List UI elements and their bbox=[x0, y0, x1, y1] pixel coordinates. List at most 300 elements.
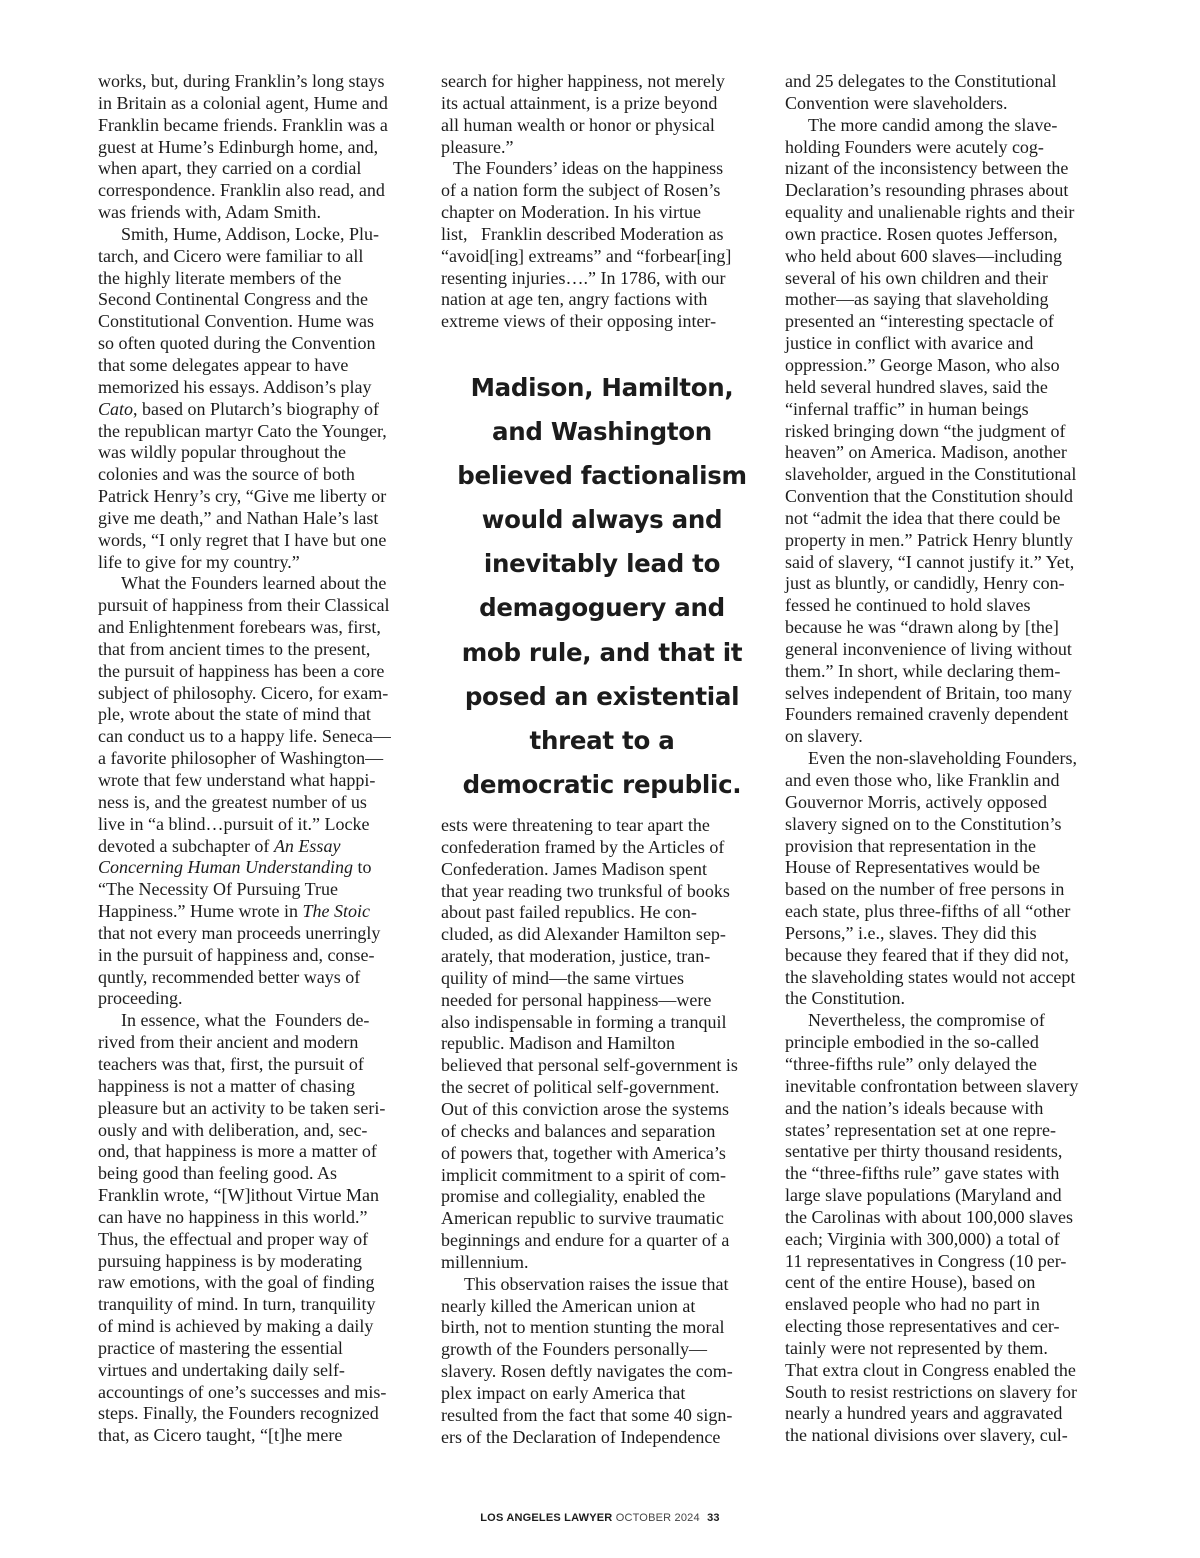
text-line bbox=[785, 464, 1107, 486]
text-line bbox=[98, 967, 420, 989]
text-run: and even those who, like Franklin and bbox=[785, 770, 1060, 790]
text-run: so often quoted during the Convention bbox=[98, 333, 376, 354]
text-line bbox=[98, 180, 420, 202]
text-run: search for higher happiness, not merely bbox=[441, 71, 725, 91]
text-run: Nevertheless, the compromise of bbox=[808, 1010, 1045, 1031]
text-run: tainly were not represented by them. bbox=[785, 1337, 1048, 1358]
text-line bbox=[441, 924, 763, 946]
text-line bbox=[785, 180, 1107, 202]
text-run: rived from their ancient and modern bbox=[98, 1032, 359, 1053]
text-line bbox=[785, 552, 1107, 574]
article-column-2-bottom bbox=[441, 815, 763, 1448]
text-run: that from ancient times to the present, bbox=[98, 638, 371, 659]
text-line bbox=[441, 311, 763, 333]
text-line bbox=[441, 1427, 763, 1449]
text-line bbox=[441, 1012, 763, 1034]
text-line bbox=[785, 442, 1107, 464]
text-run: ond, that happiness is more a matter of bbox=[98, 1141, 377, 1162]
text-line bbox=[98, 115, 420, 137]
text-run: was friends with, Adam Smith. bbox=[98, 202, 321, 223]
text-run: Smith, Hume, Addison, Locke, Plu- bbox=[121, 223, 379, 244]
pull-quote-line: would always and bbox=[481, 505, 723, 535]
text-run: that some delegates appear to have bbox=[98, 354, 349, 375]
text-line bbox=[98, 704, 420, 726]
text-run: Franklin wrote, “[W]ithout Virtue Man bbox=[98, 1185, 380, 1206]
text-line bbox=[785, 923, 1107, 945]
text-line bbox=[785, 639, 1107, 661]
text-line bbox=[785, 704, 1107, 726]
text-line bbox=[441, 202, 763, 224]
text-line bbox=[98, 857, 420, 879]
text-run: the “three-fifths rule” gave states with bbox=[785, 1163, 1060, 1184]
text-line bbox=[98, 683, 420, 705]
text-run: practice of mastering the essential bbox=[98, 1337, 343, 1358]
text-run: ously and with deliberation, and, sec- bbox=[98, 1119, 368, 1140]
italic-title: An Essay bbox=[273, 835, 341, 856]
text-run: quility of mind—the same virtues bbox=[441, 967, 684, 988]
text-run: each; Virginia with 300,000) a total of bbox=[785, 1228, 1060, 1249]
text-line bbox=[98, 595, 420, 617]
text-run: plex impact on early America that bbox=[441, 1382, 686, 1403]
text-line bbox=[785, 289, 1107, 311]
text-line bbox=[98, 1229, 420, 1251]
text-run: give me death,” and Nathan Hale’s last bbox=[98, 507, 379, 528]
text-run: That extra clout in Congress enabled the bbox=[785, 1359, 1076, 1380]
text-line bbox=[441, 1186, 763, 1208]
text-run: virtues and undertaking daily self- bbox=[98, 1359, 345, 1380]
text-run: works, but, during Franklin’s long stays bbox=[98, 71, 385, 91]
text-line bbox=[785, 311, 1107, 333]
text-line bbox=[98, 355, 420, 377]
text-line bbox=[98, 137, 420, 159]
text-run: pursuing happiness is by moderating bbox=[98, 1250, 362, 1271]
text-run: proceeding. bbox=[98, 988, 183, 1009]
text-line bbox=[441, 1339, 763, 1361]
text-run: a favorite philosopher of Washington— bbox=[98, 748, 384, 769]
text-line bbox=[785, 355, 1107, 377]
text-run: heaven” on America. Madison, another bbox=[785, 442, 1067, 463]
text-line bbox=[441, 1361, 763, 1383]
text-run: confederation framed by the Articles of bbox=[441, 836, 725, 857]
text-run: of powers that, together with America’s bbox=[441, 1142, 726, 1163]
text-run: equality and unalienable rights and their bbox=[785, 202, 1075, 223]
text-line bbox=[98, 836, 420, 858]
text-line bbox=[785, 224, 1107, 246]
text-line bbox=[98, 224, 420, 246]
text-line bbox=[441, 881, 763, 903]
text-line bbox=[441, 1252, 763, 1274]
text-run: Confederation. James Madison spent bbox=[441, 858, 707, 879]
text-line bbox=[785, 399, 1107, 421]
text-run: ness is, and the greatest number of us bbox=[98, 791, 367, 812]
text-run: accountings of one’s successes and mis- bbox=[98, 1381, 387, 1402]
text-run: just as bluntly, or candidly, Henry con- bbox=[785, 573, 1065, 594]
text-line bbox=[785, 857, 1107, 879]
text-run: list, Franklin described Moderation as bbox=[441, 223, 724, 244]
text-run: the national divisions over slavery, cul- bbox=[785, 1425, 1068, 1446]
text-run: growth of the Founders personally— bbox=[441, 1339, 707, 1360]
text-line bbox=[785, 836, 1107, 858]
text-run: ests were threatening to tear apart the bbox=[441, 815, 710, 835]
text-run: millennium. bbox=[441, 1251, 529, 1272]
text-line bbox=[441, 137, 763, 159]
article-column-3 bbox=[785, 71, 1107, 1447]
text-line bbox=[785, 1076, 1107, 1098]
text-run: them.” In short, while declaring them- bbox=[785, 660, 1061, 681]
text-line bbox=[785, 1360, 1107, 1382]
text-run: extreme views of their opposing inter- bbox=[441, 311, 717, 332]
text-line bbox=[441, 268, 763, 290]
text-line bbox=[98, 1316, 420, 1338]
text-line bbox=[98, 945, 420, 967]
text-line bbox=[785, 115, 1107, 137]
text-run: of a nation form the subject of Rosen’s bbox=[441, 180, 721, 201]
article-column-2-top bbox=[441, 71, 763, 333]
text-line bbox=[98, 617, 420, 639]
text-run: holding Founders were acutely cog- bbox=[785, 136, 1044, 157]
text-line bbox=[785, 901, 1107, 923]
text-line bbox=[98, 93, 420, 115]
text-line bbox=[98, 1403, 420, 1425]
text-run: The more candid among the slave- bbox=[808, 114, 1058, 135]
text-line bbox=[441, 1143, 763, 1165]
text-line bbox=[98, 923, 420, 945]
text-run: principle embodied in the so-called bbox=[785, 1032, 1039, 1053]
text-run: This observation raises the issue that bbox=[464, 1273, 729, 1294]
text-line bbox=[98, 1120, 420, 1142]
text-run: the Constitution. bbox=[785, 988, 906, 1009]
text-line bbox=[785, 945, 1107, 967]
text-run: can conduct us to a happy life. Seneca— bbox=[98, 726, 391, 747]
text-line bbox=[98, 311, 420, 333]
text-line bbox=[785, 1032, 1107, 1054]
text-line bbox=[441, 158, 763, 180]
text-line bbox=[98, 1207, 420, 1229]
text-line bbox=[98, 1382, 420, 1404]
text-run: “three-fifths rule” only delayed the bbox=[785, 1053, 1037, 1074]
text-line bbox=[785, 1382, 1107, 1404]
text-run: memorized his essays. Addison’s play bbox=[98, 376, 372, 397]
text-line bbox=[98, 1141, 420, 1163]
text-line bbox=[441, 1099, 763, 1121]
text-run: the slaveholding states would not accept bbox=[785, 966, 1076, 987]
text-run: based on the number of free persons in bbox=[785, 879, 1065, 900]
text-run: can have no happiness in this world.” bbox=[98, 1206, 368, 1227]
text-line bbox=[441, 859, 763, 881]
text-run: and Enlightenment forebears was, first, bbox=[98, 617, 381, 638]
text-line bbox=[441, 1230, 763, 1252]
text-run: being good than feeling good. As bbox=[98, 1163, 337, 1184]
text-line bbox=[785, 617, 1107, 639]
text-run: Constitutional Convention. Hume was bbox=[98, 311, 374, 332]
text-run: nearly a hundred years and aggravated bbox=[785, 1403, 1063, 1424]
text-run: raw emotions, with the goal of finding bbox=[98, 1272, 375, 1293]
text-run: Thus, the effectual and proper way of bbox=[98, 1228, 369, 1249]
text-line bbox=[785, 71, 1107, 93]
text-line bbox=[785, 486, 1107, 508]
text-run: and 25 delegates to the Constitutional bbox=[785, 71, 1057, 91]
text-run: slavery. Rosen deftly navigates the com- bbox=[441, 1361, 733, 1382]
page-footer bbox=[0, 1512, 1200, 1524]
text-run: resulted from the fact that some 40 sign- bbox=[441, 1404, 733, 1425]
text-line bbox=[441, 1383, 763, 1405]
text-run: guest at Hume’s Edinburgh home, and, bbox=[98, 136, 379, 157]
text-line bbox=[98, 901, 420, 923]
text-run: resenting injuries….” In 1786, with our bbox=[441, 267, 726, 288]
text-run: cluded, as did Alexander Hamilton sep- bbox=[441, 924, 726, 945]
text-run: believed that personal self-government is bbox=[441, 1055, 738, 1076]
text-run: slavery signed on to the Constitution’s bbox=[785, 813, 1062, 834]
text-line bbox=[98, 1076, 420, 1098]
text-run: the secret of political self-government. bbox=[441, 1077, 720, 1098]
text-run: enslaved people who had no part in bbox=[785, 1294, 1040, 1315]
text-line bbox=[785, 748, 1107, 770]
text-line bbox=[441, 946, 763, 968]
text-run: states’ representation set at one repre- bbox=[785, 1119, 1057, 1140]
text-line bbox=[441, 1055, 763, 1077]
text-run: sentative per thirty thousand residents, bbox=[785, 1141, 1063, 1162]
text-run: , based on Plutarch’s biography of bbox=[133, 398, 379, 419]
text-run: quntly, recommended better ways of bbox=[98, 966, 361, 987]
text-line bbox=[785, 573, 1107, 595]
text-line bbox=[785, 683, 1107, 705]
page-number: 33 bbox=[707, 1512, 720, 1524]
text-run: colonies and was the source of both bbox=[98, 464, 355, 485]
text-run: wrote that few understand what happi- bbox=[98, 770, 376, 790]
pull-quote bbox=[441, 366, 763, 807]
text-line bbox=[441, 1405, 763, 1427]
text-run: the highly literate members of the bbox=[98, 267, 342, 288]
text-line bbox=[98, 879, 420, 901]
text-run: steps. Finally, the Founders recognized bbox=[98, 1403, 379, 1424]
text-line bbox=[98, 988, 420, 1010]
text-run: nation at age ten, angry factions with bbox=[441, 289, 708, 310]
text-run: Convention that the Constitution should bbox=[785, 486, 1073, 507]
text-run: 11 representatives in Congress (10 per- bbox=[785, 1250, 1067, 1271]
text-run: several of his own children and their bbox=[785, 267, 1048, 288]
text-line bbox=[98, 1185, 420, 1207]
pull-quote-line: and Washington bbox=[492, 417, 712, 447]
text-line bbox=[785, 377, 1107, 399]
text-run: pleasure.” bbox=[441, 136, 514, 157]
text-line bbox=[98, 442, 420, 464]
text-run: birth, not to mention stunting the moral bbox=[441, 1317, 725, 1338]
text-line bbox=[441, 115, 763, 137]
text-run: American republic to survive traumatic bbox=[441, 1208, 724, 1229]
text-run: Declaration’s resounding phrases about bbox=[785, 180, 1069, 201]
text-line bbox=[98, 1360, 420, 1382]
text-line bbox=[441, 815, 763, 837]
text-run: slaveholder, argued in the Constitutional bbox=[785, 464, 1077, 485]
text-run: tranquility of mind. In turn, tranquility bbox=[98, 1294, 376, 1315]
text-run: that not every man proceeds unerringly bbox=[98, 922, 381, 943]
text-run: Convention were slaveholders. bbox=[785, 92, 1008, 113]
pull-quote-line: believed factionalism bbox=[457, 461, 747, 491]
text-run: because he was “drawn along by [the] bbox=[785, 617, 1059, 638]
text-run: the pursuit of happiness has been a core bbox=[98, 660, 385, 681]
text-run: Patrick Henry’s cry, “Give me liberty or bbox=[98, 486, 387, 507]
text-run: beginnings and endure for a quarter of a bbox=[441, 1230, 730, 1251]
text-line bbox=[785, 1251, 1107, 1273]
text-run: “infernal traffic” in human beings bbox=[785, 398, 1029, 419]
text-line bbox=[785, 814, 1107, 836]
pull-quote-line: posed an existential bbox=[464, 681, 740, 711]
text-line bbox=[785, 1294, 1107, 1316]
pull-quote-line: democratic republic. bbox=[462, 769, 742, 799]
text-line bbox=[785, 93, 1107, 115]
text-line bbox=[98, 530, 420, 552]
text-run: on slavery. bbox=[785, 726, 863, 747]
text-line bbox=[441, 224, 763, 246]
text-run: that year reading two trunksful of books bbox=[441, 880, 730, 901]
text-line bbox=[785, 1316, 1107, 1338]
text-line bbox=[441, 990, 763, 1012]
text-line bbox=[98, 726, 420, 748]
text-run: South to resist restrictions on slavery for bbox=[785, 1381, 1077, 1402]
text-run: not “admit the idea that there could be bbox=[785, 507, 1061, 528]
text-run: subject of philosophy. Cicero, for exam- bbox=[98, 682, 389, 703]
text-run: chapter on Moderation. In his virtue bbox=[441, 202, 701, 223]
text-run: because they feared that if they did not, bbox=[785, 944, 1069, 965]
text-run: the republican martyr Cato the Younger, bbox=[98, 420, 387, 441]
text-line bbox=[785, 421, 1107, 443]
text-run: Founders remained cravenly dependent bbox=[785, 704, 1069, 725]
text-line bbox=[98, 1425, 420, 1447]
text-run: fessed he continued to hold slaves bbox=[785, 595, 1031, 616]
text-run: mother—as saying that slaveholding bbox=[785, 289, 1049, 310]
text-line bbox=[98, 246, 420, 268]
text-line bbox=[98, 202, 420, 224]
text-run: devoted a subchapter of bbox=[98, 835, 274, 856]
text-run: own practice. Rosen quotes Jefferson, bbox=[785, 223, 1058, 244]
text-run: pursuit of happiness from their Classical bbox=[98, 595, 390, 616]
pull-quote-line: demagoguery and bbox=[479, 593, 725, 623]
text-run: cent of the entire House), based on bbox=[785, 1272, 1036, 1293]
text-run: the Carolinas with about 100,000 slaves bbox=[785, 1206, 1073, 1227]
text-line bbox=[98, 639, 420, 661]
text-run: “The Necessity Of Pursuing True bbox=[98, 879, 338, 900]
text-line bbox=[98, 792, 420, 814]
text-run: tarch, and Cicero were familiar to all bbox=[98, 245, 364, 266]
text-line bbox=[441, 93, 763, 115]
footer-publication: LOS ANGELES LAWYER bbox=[480, 1512, 613, 1524]
text-run: all human wealth or honor or physical bbox=[441, 114, 715, 135]
text-run: justice in conflict with avarice and bbox=[785, 333, 1034, 354]
text-line bbox=[441, 246, 763, 268]
text-line bbox=[441, 71, 763, 93]
text-run: property in men.” Patrick Henry bluntly bbox=[785, 529, 1073, 550]
text-line bbox=[98, 508, 420, 530]
text-line bbox=[785, 508, 1107, 530]
text-run: selves independent of Britain, too many bbox=[785, 682, 1072, 703]
text-line bbox=[98, 1294, 420, 1316]
text-line bbox=[785, 1098, 1107, 1120]
pull-quote-line: mob rule, and that it bbox=[461, 637, 743, 667]
text-run: general inconvenience of living without bbox=[785, 638, 1072, 659]
text-line bbox=[441, 1296, 763, 1318]
text-line bbox=[98, 377, 420, 399]
text-run: teachers was that, first, the pursuit of bbox=[98, 1053, 364, 1074]
text-line bbox=[98, 464, 420, 486]
text-run: also indispensable in forming a tranquil bbox=[441, 1011, 727, 1032]
text-line bbox=[785, 1272, 1107, 1294]
text-line bbox=[785, 792, 1107, 814]
text-line bbox=[441, 1121, 763, 1143]
text-line bbox=[785, 158, 1107, 180]
text-run: that, as Cicero taught, “[t]he mere bbox=[98, 1425, 343, 1446]
text-line bbox=[98, 158, 420, 180]
text-line bbox=[98, 748, 420, 770]
pull-quote-line: threat to a bbox=[529, 725, 675, 755]
text-line bbox=[785, 770, 1107, 792]
text-line bbox=[785, 333, 1107, 355]
text-line bbox=[785, 879, 1107, 901]
text-run: Franklin became friends. Franklin was a bbox=[98, 114, 388, 135]
text-line bbox=[785, 1229, 1107, 1251]
text-run: Happiness.” Hume wrote in bbox=[98, 901, 303, 922]
text-line bbox=[785, 1163, 1107, 1185]
text-line bbox=[98, 289, 420, 311]
text-line bbox=[441, 1033, 763, 1055]
text-run: live in “a blind…pursuit of it.” Locke bbox=[98, 813, 370, 834]
text-run: said of slavery, “I cannot justify it.” Yet, bbox=[785, 551, 1075, 572]
text-run: correspondence. Franklin also read, and bbox=[98, 180, 385, 201]
text-run: needed for personal happiness—were bbox=[441, 989, 712, 1010]
text-run: of mind is achieved by making a daily bbox=[98, 1316, 374, 1337]
text-run: republic. Madison and Hamilton bbox=[441, 1033, 675, 1054]
text-run: promise and collegiality, enabled the bbox=[441, 1186, 706, 1207]
text-line bbox=[98, 333, 420, 355]
text-line bbox=[98, 1054, 420, 1076]
text-line bbox=[785, 595, 1107, 617]
text-line bbox=[98, 1338, 420, 1360]
text-line bbox=[785, 246, 1107, 268]
text-run: of checks and balances and separation bbox=[441, 1120, 716, 1141]
text-run: inevitable confrontation between slavery bbox=[785, 1075, 1079, 1096]
text-run: pleasure but an activity to be taken seri- bbox=[98, 1097, 386, 1118]
text-line bbox=[441, 180, 763, 202]
text-line bbox=[98, 1010, 420, 1032]
text-run: ple, wrote about the state of mind that bbox=[98, 704, 371, 725]
text-line bbox=[785, 268, 1107, 290]
text-line bbox=[441, 1274, 763, 1296]
italic-title: Cato bbox=[98, 398, 134, 419]
text-line bbox=[785, 1185, 1107, 1207]
text-line bbox=[98, 486, 420, 508]
text-run: What the Founders learned about the bbox=[121, 573, 387, 594]
text-line bbox=[785, 967, 1107, 989]
text-line bbox=[785, 137, 1107, 159]
text-run: life to give for my country.” bbox=[98, 551, 300, 572]
text-run: electing those representatives and cer- bbox=[785, 1316, 1060, 1337]
text-line bbox=[98, 1272, 420, 1294]
pull-quote-line: inevitably lead to bbox=[483, 549, 721, 579]
text-line bbox=[98, 661, 420, 683]
text-run: when apart, they carried on a cordial bbox=[98, 158, 362, 179]
text-run: oppression.” George Mason, who also bbox=[785, 354, 1060, 375]
text-line bbox=[98, 552, 420, 574]
text-line bbox=[98, 1098, 420, 1120]
footer-date: OCTOBER 2024 bbox=[615, 1512, 700, 1524]
text-line bbox=[441, 1317, 763, 1339]
text-run: words, “I only regret that I have but one bbox=[98, 529, 387, 550]
text-run: who held about 600 slaves—including bbox=[785, 245, 1062, 266]
text-line bbox=[98, 573, 420, 595]
text-run: arately, that moderation, justice, tran- bbox=[441, 946, 711, 967]
text-line bbox=[98, 1251, 420, 1273]
text-line bbox=[441, 837, 763, 859]
text-run: Persons,” i.e., slaves. They did this bbox=[785, 922, 1037, 943]
